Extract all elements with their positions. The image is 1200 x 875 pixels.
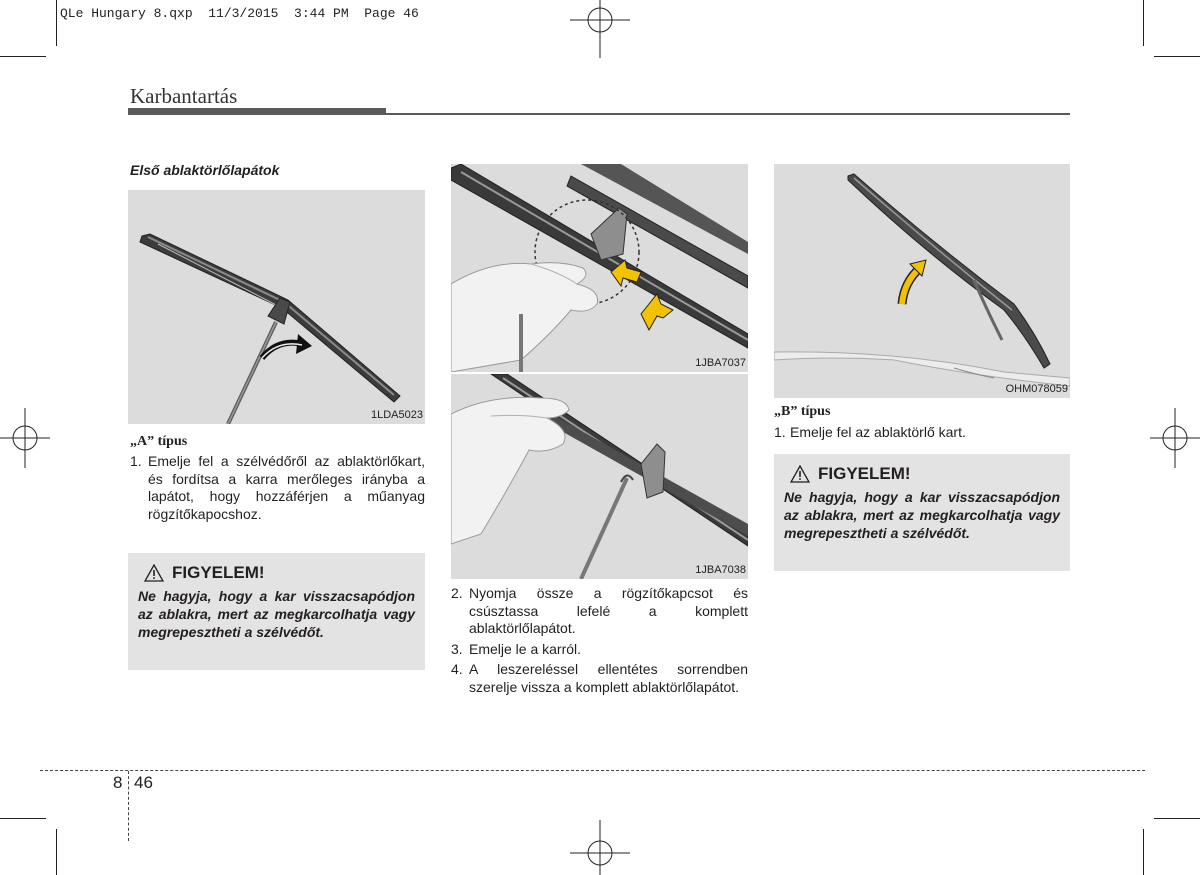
crop-mark [0,56,46,57]
figure-code: 1JBA7037 [695,357,746,369]
warning-text: Ne hagyja, hogy a kar visszacsapódjon az ablakra, mert az megkarcolhatja vagy megrepesztheti a szélvédőt. [138,588,415,640]
clip-squeeze-illustration [451,164,748,372]
crop-mark [1143,0,1144,46]
type-a-heading: „A” típus [130,434,188,449]
header-rule-thick [128,108,386,115]
figure-slide-down [451,374,748,579]
print-slug: QLe Hungary 8.qxp 11/3/2015 3:44 PM Page 46 [60,6,419,21]
warning-triangle-icon [790,465,810,483]
list-item: 3. Emelje le a karról. [451,640,582,657]
crop-mark [1154,56,1200,57]
crop-mark [56,829,57,875]
figure-code: 1LDA5023 [371,409,423,421]
footer-rule [40,770,1145,771]
crop-mark [1154,818,1200,819]
footer-divider [128,771,129,841]
figure-clip-squeeze [451,164,748,372]
list-item: 1. Emelje fel az ablaktörlő kart. [774,424,966,440]
type-b-heading: „B” típus [774,404,831,419]
header-rule-thin [386,113,1070,115]
registration-mark-icon [570,820,630,875]
type-b-steps [774,424,1070,445]
wiper-blades-subheading: Első ablaktörlőlapátok [130,162,280,178]
figure-type-a-wiper [128,190,425,424]
type-b-wiper-illustration [774,164,1070,398]
warning-title: FIGYELEM! [144,563,415,583]
registration-mark-icon [0,408,50,468]
warning-title: FIGYELEM! [790,464,1060,484]
section-title: Karbantartás [130,84,238,108]
crop-mark [0,818,46,819]
list-item: 4. A leszereléssel ellentétes sorrendben szerelje vissza a komplett ablaktörlőlapátot. [451,661,748,695]
type-a-steps [130,453,425,526]
warning-triangle-icon [144,564,164,582]
crop-mark [56,0,57,46]
figure-type-b-wiper [774,164,1070,398]
registration-mark-icon [1150,408,1200,468]
list-item: 2. Nyomja össze a rögzítőkapcsot és csúsztassa lefelé a komplett ablaktörlőlapátot. [451,585,748,636]
registration-mark-icon [570,0,630,58]
slide-down-illustration [451,374,748,579]
middle-steps [451,585,748,699]
figure-code: 1JBA7038 [695,564,746,576]
crop-mark [1143,829,1144,875]
wiper-blade-illustration [128,190,425,424]
figure-code: OHM078059 [1005,383,1068,395]
warning-box-left [128,553,425,670]
warning-text: Ne hagyja, hogy a kar visszacsapódjon az ablakra, mert az megkarcolhatja vagy megrepesztheti a szélvédőt. [784,489,1060,541]
list-item: 1. Emelje fel a szélvédőről az ablaktörlőkart, és fordítsa a karra merőleges irányba a lapátot, hogy hozzáférjen a műanyag rögzítőkapocshoz. [130,453,425,522]
page-number: 46 [134,773,153,792]
chapter-number: 8 [113,773,123,792]
warning-box-right [774,454,1070,571]
